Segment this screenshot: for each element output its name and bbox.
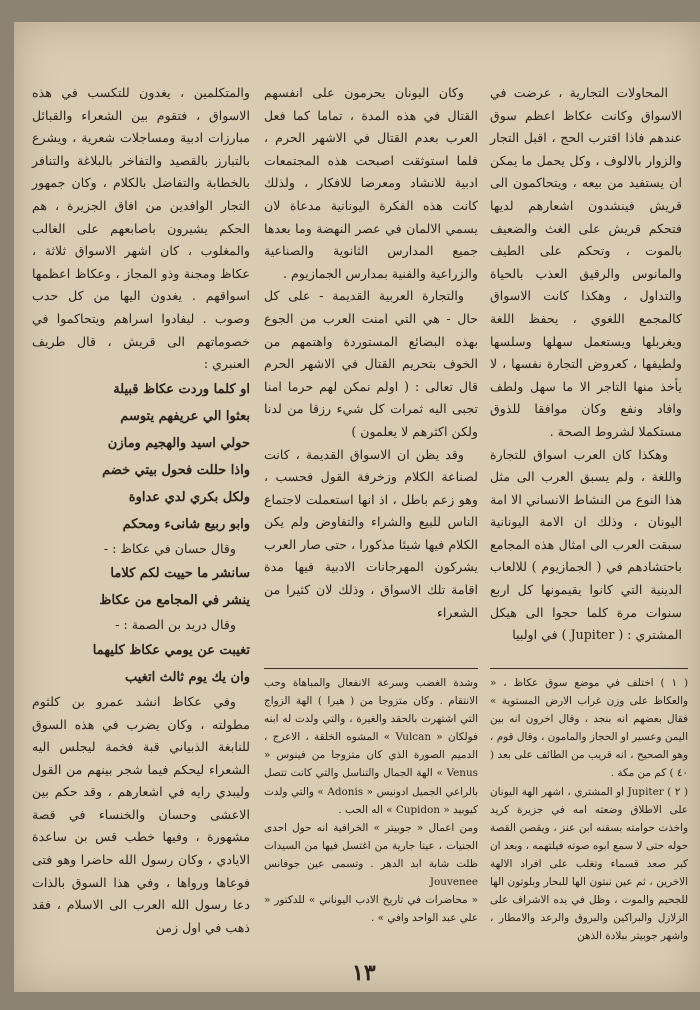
paragraph: وفي عكاظ انشد عمرو بن كلثوم مطولته ، وكان يضرب في هذه السوق للنابغة الذبياني قبة فخمة ليجلس اليه الشعراء ليحكم فيما شجر بينهم من القول وليبدي رايه في اشعارهم ، وقد حكم بين الاعشى وحسان والخنساء في قصة مشهورة ، وفيها خطب قس بن ساعدة الايادي ، وكان رسول الله حاضرا وهو فتى فوعاها ورواها ، وفي هذا السوق بالذات دعا رسول الله العرب الى الاسلام ، فقد ذهب في اول زمن xyxy=(32,693,250,935)
poem-line: وان يك يوم ثالث اتغيب xyxy=(125,669,250,685)
footnote-citation: « محاضرات في تاريخ الادب اليوناني » للدكتور « علي عبد الواحد وافي » . xyxy=(264,894,478,925)
text-column-middle xyxy=(264,82,478,624)
footnote: ( ١ ) اختلف في موضع سوق عكاظ ، « والعكاظ على وزن غراب الارض المستوية » فقال بعضهم انه بنجد ، وقال اخرون انه بين اليمن وعسير او الحجاز والمامون ، وقال قوم ، وهو الصحيح ، انه قريب من الطائف على بعد ( ٤٠ ) كم من مكة . xyxy=(490,677,689,780)
poem-line: تغيبت عن يومي عكاظ كليهما xyxy=(92,642,250,658)
magazine-page xyxy=(14,22,700,992)
footnote: وشدة الغضب وسرعة الانفعال والمباهاة وحب الانتقام . وكان متزوجا من ( هيرا ) الهة الزواج التي اشتهرت بالحقد والغيرة ، والتي ولدت له ابنه فولكان « Vulcan » المشوه الخلقة ، الاعرج ، الدميم الصورة الذي كان متزوجا من فينوس « Venus » الهة الجمال والتناسل والتي كانت تتصل بالراعي الجميل ادونيس « Adonis » والتي ولدت كيوبيد « Cupidon » اله الحب . xyxy=(264,677,478,816)
paragraph: وهكذا كان العرب اسواق للتجارة واللغة ، ولم يسبق العرب الى مثل هذا النوع من النشاط الانساني الا امة اليونان ، وذلك ان الامة اليونانية سبقت العرب الى امثال هذه المجامع باحتشادهم في ( الجمازيوم ) للالعاب الدينية التي كانوا يقيمونها كل اربع سنوات مرة كلما حجوا الى هيكل المشتري : ( Jupiter ) في اولبيا xyxy=(490,446,682,643)
poem-line: او كلما وردت عكاظ قبيلة xyxy=(113,381,250,397)
paragraph: والمتكلمين ، يغدون للتكسب في هذه الاسواق ، فتقوم بين الشعراء والقبائل مبارزات ادبية ومساجلات شعرية ، ويشرع بالتبارز بالقصيد والتفاخر بالبلاغة والتنافر بالخطابة والتفاضل بالكلام ، وكان جمهور التجار الوافدين من افاق الجزيرة ، هم الحكم يشيرون باصابعهم على الغالب والمغلوب ، كان اشهر الاسواق ثلاثة ، عكاظ ومجنة وذو المجاز ، وعكاظ اعظمها اسواقهم . يغدون اليها من كل حدب وصوب . ليفادوا اسراهم ويتحاكموا في خصوماتهم الى قريش ، قال طريف العنبري : xyxy=(32,85,250,372)
footnotes-right xyxy=(490,674,688,945)
paragraph: وكان اليونان يحرمون على انفسهم القتال في هذه المدة ، تماما كما فعل العرب بعدم القتال في الاشهر الحرم ، فلما استوثقت اصبحت هذه المجتمعات ادبية للانشاد ومعرضا للافكار ، ولذلك كانت هذه الفكرة اليونانية مدعاة لان يسمي الالمان في عصر النهضة وما بعدها جميع المدارس الثانوية والصناعية والزراعية والفنية بمدارس الجمازيوم . xyxy=(264,85,478,281)
text-column-right xyxy=(490,82,682,647)
footnote: ( ٢ ) Jupiter او المشتري ، اشهر الهة اليونان على الاطلاق وضعته امه في جزيرة كريد واخذت حوامته بسقنه ابن عنز ، ويقصن القصة حوله حتى لا سمع ابوه صوته فيلتهمه ، وبعد ان كبر صعد قسماء وتغلب على افراد الالهة الاخرين ، ثم عين نبتون الها للبحار وبلوتون الها للجحيم والموت ، وظل في يده الاشراف على الزلازل والبراكين والبروق والرعد والامطار ، واشهر جوبيتر ببلادة الذهن xyxy=(490,785,688,943)
verse-intro: وقال حسان في عكاظ : - xyxy=(103,540,236,556)
poem-line: ينشر في المجامع من عكاظ xyxy=(99,593,250,609)
footnotes-middle xyxy=(264,674,478,927)
poem-line: حولي اسيد والهجيم ومازن xyxy=(107,435,250,451)
footnote-divider xyxy=(264,668,478,669)
footnote: ومن اعمال « جوبيتر » الخرافية انه حول احدى الجنيات ، عينا جارية من اغتسل فيها من السيدات ظلت شابة ابد الدهر . وتسمى عين جوفانس Jouvenee xyxy=(264,821,478,889)
poem-line: سانشر ما حييت لكم كلاما xyxy=(110,566,250,582)
paragraph: والتجارة العربية القديمة - على كل حال - هي التي امنت العرب من الجوع بهذه البضائع المستوردة واهتمهم من الخوف بتحريم القتال في الاشهر الحرم قال تعالى : ( اولم نمكن لهم حرما امنا تجبى اليه ثمرات كل شيء رزقا من لدنا ولكن اكثرهم لا يعلمون ) xyxy=(264,288,478,439)
poem-line: وابو ربيع شانىء ومحكم xyxy=(122,516,250,532)
verse-intro: وقال دريد بن الصمة : - xyxy=(115,617,236,633)
page-number: ١٣ xyxy=(352,960,376,986)
footnote-divider xyxy=(490,668,688,669)
text-column-left xyxy=(32,82,250,939)
paragraph: وقد يظن ان الاسواق القديمة ، كانت لصناعة الكلام وزخرفة القول فحسب ، وهو زعم باطل ، اذ انها استعملت لاجتماع الناس للبيع والشراء والتفاوض ولم يكن الكلام فيها شيئا مذكورا ، حتى صار العرب يشركون المهرجانات الادبية فيها مدة اقامة تلك الاسواق ، وذلك لان كثيرا من الشعراء xyxy=(264,446,478,620)
poem-line: واذا حللت فحول بيتي خضم xyxy=(102,462,250,478)
poem-line: ولكل بكري لدي عداوة xyxy=(128,489,250,505)
paragraph: المحاولات التجارية ، عرضت في الاسواق وكانت عكاظ اعظم سوق عندهم فاذا اقترب الحج ، اقبل التجار والزوار بالالوف ، وكل يحمل ما يمكن ان يستفيد من بيعه ، ويتحاكمون الى قريش فينشدون اشعارهم لديها فتحكم قريش على الغث والضعيف بالموت ، وتحكم على الطيف والمانوس والرقيق العذب بالحياة والتداول ، وهكذا كانت الاسواق كالمجمع اللغوي ، يحفظ اللغة ويغربلها ويستعمل سهلها وسلسها ولطيفها ، كعروض التجارة نفسها ، لا يأخذ منها التاجر الا ما سهل ولطف وافاد ونفع وكان موافقا للذوق مستكملا لشروط الصحة . xyxy=(490,85,682,439)
poem-line: بعثوا الي عريفهم يتوسم xyxy=(120,408,250,424)
